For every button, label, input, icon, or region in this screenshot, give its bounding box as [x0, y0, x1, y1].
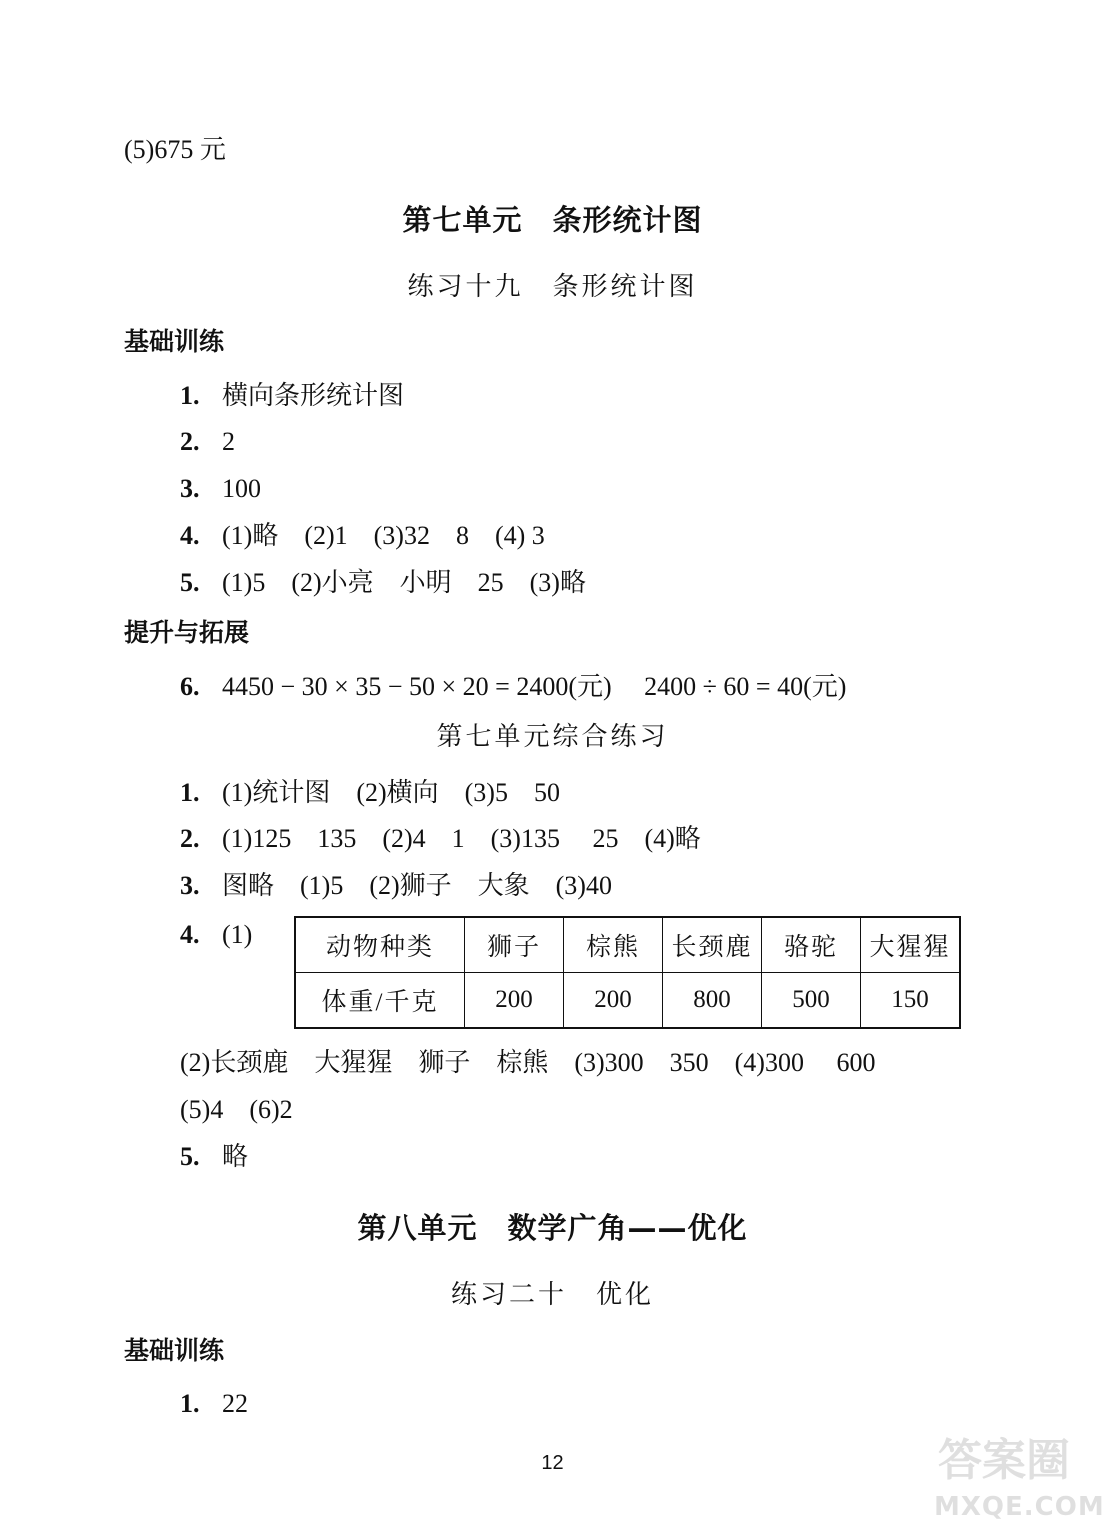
list-item [180, 670, 846, 704]
item-number: 1. [180, 1389, 200, 1418]
list-item [180, 379, 404, 413]
item-answer: (1)125 135 (2)4 1 (3)135 25 (4)略 [222, 824, 701, 853]
unit7-title: 第七单元 条形统计图 [402, 203, 703, 237]
item-answer: 4450 − 30 × 35 − 50 × 20 = 2400(元) 2400 ÷ 60 = 40(元) [222, 672, 847, 701]
item-answer: 100 [222, 474, 261, 503]
item-number: 3. [180, 474, 200, 503]
exercise19-title: 练习十九 条形统计图 [407, 272, 698, 302]
item-number: 4. [180, 521, 200, 550]
list-item [180, 869, 612, 903]
unit8-title: 第八单元 数学广角——优化 [357, 1211, 748, 1245]
answer-text: (5)675 元 [124, 135, 226, 164]
item-number: 1. [180, 778, 200, 807]
table-cell: 800 [663, 973, 762, 1029]
item-number: 6. [180, 672, 200, 701]
list-item [180, 519, 545, 553]
item-answer: 图略 (1)5 (2)狮子 大象 (3)40 [222, 871, 612, 900]
list-item [180, 918, 252, 952]
item-answer: 22 [222, 1389, 248, 1418]
table-row [295, 917, 960, 973]
animal-weight-table [294, 916, 961, 1029]
unit7-extend-label: 提升与拓展 [124, 618, 250, 647]
item-answer: (5)4 (6)2 [180, 1095, 293, 1124]
table-row [295, 973, 960, 1029]
table-cell: 500 [762, 973, 861, 1029]
top-answer-line [124, 133, 226, 167]
unit8-basic-label: 基础训练 [124, 1336, 225, 1365]
table-header-cell: 狮子 [465, 917, 564, 973]
table-cell: 150 [861, 973, 961, 1029]
list-item [180, 566, 586, 600]
table-header-cell: 长颈鹿 [663, 917, 762, 973]
list-item [180, 1387, 248, 1421]
list-item [180, 1140, 248, 1174]
list-item [180, 472, 261, 506]
item-number: 2. [180, 824, 200, 853]
table-header-cell: 骆驼 [762, 917, 861, 973]
watermark-title: 答案圈 [938, 1435, 1070, 1486]
unit7-basic-label: 基础训练 [124, 327, 225, 356]
exercise20-title: 练习二十 优化 [450, 1280, 654, 1310]
unit7-review-title: 第七单元综合练习 [436, 722, 669, 752]
item-number: 5. [180, 568, 200, 597]
item-number: 2. [180, 427, 200, 456]
item-answer: (2)长颈鹿 大猩猩 狮子 棕熊 (3)300 350 (4)300 600 [180, 1048, 876, 1077]
list-item [180, 425, 235, 459]
page-number: 12 [541, 1452, 564, 1474]
list-item [180, 822, 701, 856]
item-number: 5. [180, 1142, 200, 1171]
item-answer: 略 [222, 1142, 249, 1171]
table-cell: 体重/千克 [295, 973, 465, 1029]
item-answer: (1)统计图 (2)横向 (3)5 50 [222, 778, 560, 807]
table-cell: 200 [564, 973, 663, 1029]
item-number: 3. [180, 871, 200, 900]
item-answer: 横向条形统计图 [222, 381, 405, 410]
table-header-cell: 棕熊 [564, 917, 663, 973]
table-header-cell: 动物种类 [295, 917, 465, 973]
item-part-label: (1) [222, 920, 253, 949]
watermark-url: MXQE.COM [934, 1492, 1105, 1522]
item-answer: (1)略 (2)1 (3)32 8 (4) 3 [222, 521, 545, 550]
item-answer: 2 [222, 427, 235, 456]
table-header-cell: 大猩猩 [861, 917, 961, 973]
list-item [180, 776, 560, 810]
item4-continuation [180, 1093, 293, 1127]
item-number: 4. [180, 920, 200, 949]
item-number: 1. [180, 381, 200, 410]
item-answer: (1)5 (2)小亮 小明 25 (3)略 [222, 568, 586, 597]
item4-continuation [180, 1046, 875, 1080]
table-cell: 200 [465, 973, 564, 1029]
watermark-logo [930, 1420, 1105, 1530]
